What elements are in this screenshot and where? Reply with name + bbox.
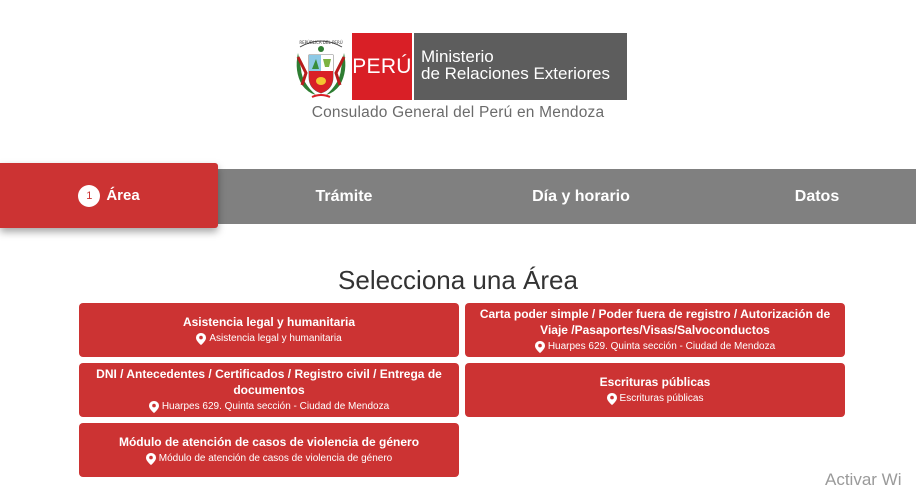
step-number-badge: 1 [78, 185, 100, 207]
area-card-carta-poder[interactable] [465, 303, 845, 357]
ministry-logo [292, 33, 627, 100]
area-card-violencia-genero[interactable] [79, 423, 459, 477]
national-seal-icon [292, 33, 350, 100]
card-location-text: Huarpes 629. Quinta sección - Ciudad de Mendoza [547, 341, 776, 352]
card-title: Carta poder simple / Poder fuera de registro / Autorización de Viaje /Pasaportes/Visas/Salvoconductos [479, 307, 831, 337]
location-pin-icon [535, 341, 545, 353]
card-location [85, 400, 453, 414]
card-title: DNI / Antecedentes / Certificados / Registro civil / Entrega de documentos [96, 367, 442, 397]
step-tramite[interactable]: Trámite [315, 187, 373, 205]
step-datos[interactable]: Datos [794, 187, 840, 205]
card-location [471, 392, 839, 406]
card-location [471, 340, 839, 354]
windows-activation-watermark: Activar Wi [825, 470, 902, 489]
location-pin-icon [196, 333, 206, 345]
area-card-asistencia[interactable] [79, 303, 459, 357]
area-card-dni[interactable] [79, 363, 459, 417]
card-location-text: Escrituras públicas [619, 393, 704, 404]
location-pin-icon [146, 453, 156, 465]
step-area-label: Área [106, 187, 140, 204]
card-location-text: Huarpes 629. Quinta sección - Ciudad de Mendoza [161, 401, 390, 412]
card-title: Asistencia legal y humanitaria [182, 315, 356, 329]
card-location [85, 332, 453, 346]
card-title: Módulo de atención de casos de violencia de género [118, 435, 420, 449]
consulate-name: Consulado General del Perú en Mendoza [311, 104, 605, 121]
card-title: Escrituras públicas [599, 375, 711, 389]
card-location [85, 452, 453, 466]
area-card-escrituras[interactable] [465, 363, 845, 417]
card-location-text: Módulo de atención de casos de violencia de género [158, 453, 393, 464]
ministry-line-2: de Relaciones Exteriores [421, 64, 610, 83]
brand-peru: PERÚ [350, 33, 412, 100]
card-location-text: Asistencia legal y humanitaria [209, 333, 342, 344]
ministry-name [412, 33, 627, 100]
section-title: Selecciona una Área [338, 265, 578, 295]
ministry-line-1: Ministerio [421, 47, 494, 66]
step-area-active[interactable] [0, 163, 218, 228]
location-pin-icon [607, 393, 617, 405]
location-pin-icon [149, 401, 159, 413]
step-dia-horario[interactable]: Día y horario [532, 187, 630, 205]
svg-text:REPÚBLICA DEL PERÚ: REPÚBLICA DEL PERÚ [299, 40, 343, 45]
